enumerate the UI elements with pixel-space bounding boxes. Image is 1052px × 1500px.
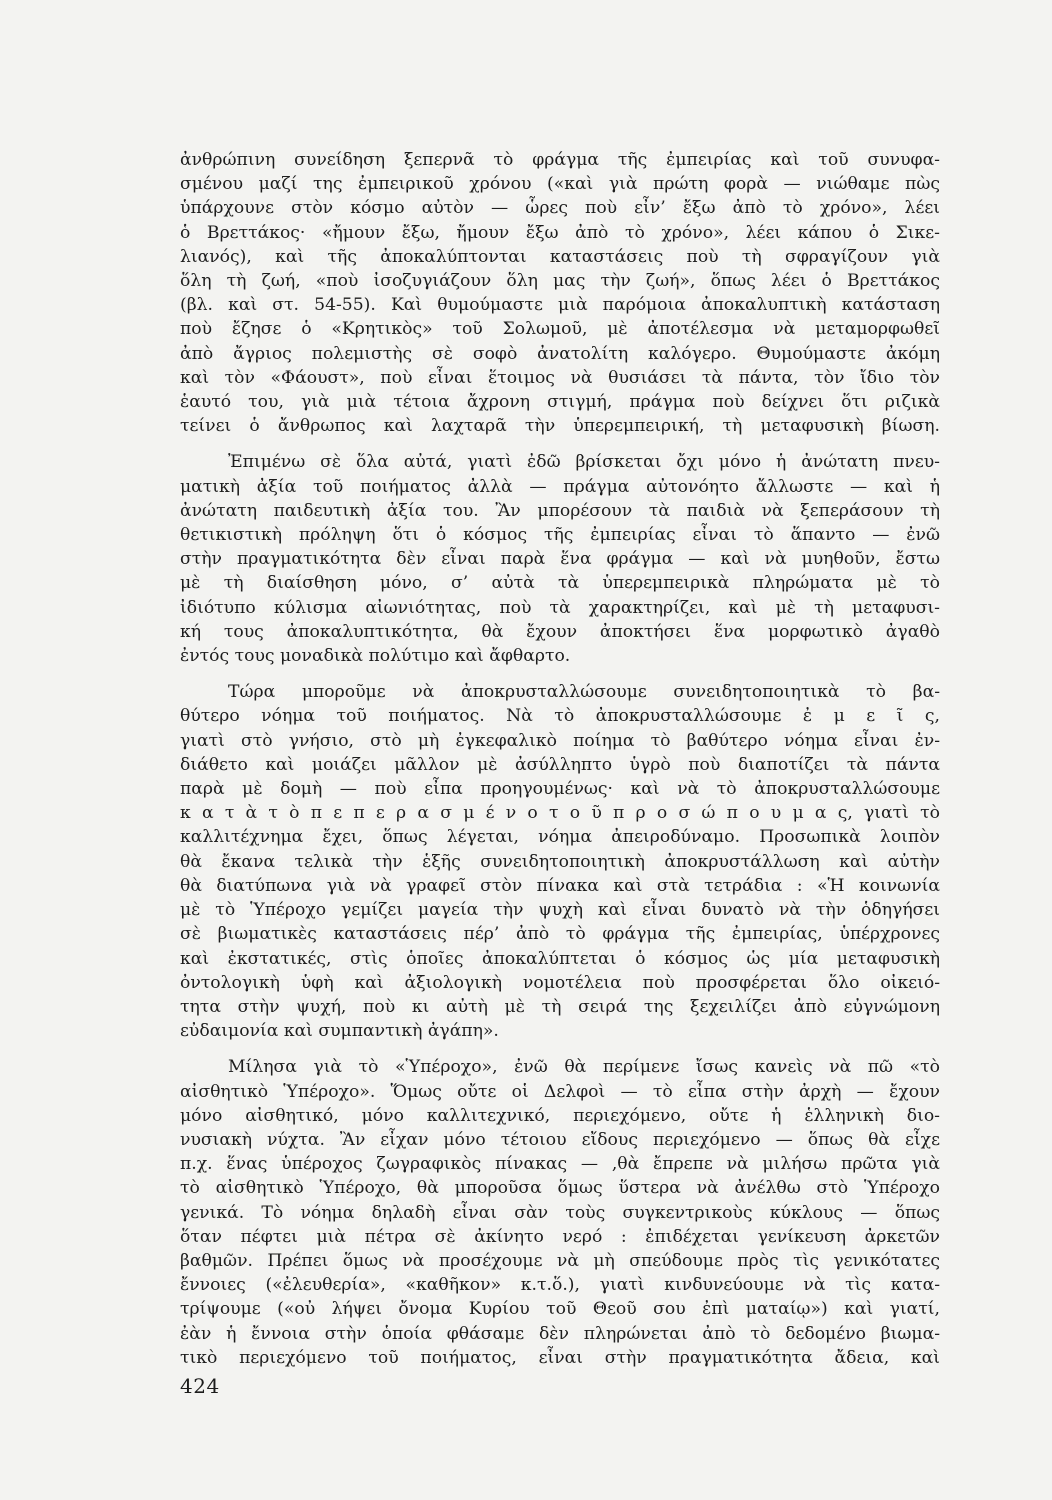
text-line: γενικά. Τὸ νόημα δηλαδὴ εἶναι σὰν τοὺς συγκεντρικοὺς κύκλους — ὅπως [180,1202,940,1223]
text-line: θὰ διατύπωνα γιὰ νὰ γραφεῖ στὸν πίνακα καὶ στὰ τετράδια : «Ἡ κοινωνία [180,875,940,896]
text-line: ματικὴ ἀξία τοῦ ποιήματος ἀλλὰ — πράγμα αὐτονόητο ἄλλωστε — καὶ ἡ [180,476,940,497]
text-line: ἐὰν ἡ ἔννοια στὴν ὁποία φθάσαμε δὲν πληρώνεται ἀπὸ τὸ δεδομένο βιωμα- [180,1323,940,1344]
text-line: ἀνθρώπινη συνείδηση ξεπερνᾶ τὸ φράγμα τῆς ἐμπειρίας καὶ τοῦ συνυφα- [180,150,940,170]
text-line: μόνο αἰσθητικό, μόνο καλλιτεχνικό, περιεχόμενο, οὔτε ἡ ἑλληνικὴ διο- [180,1105,940,1126]
text-line: μὲ τὸ Ὑπέροχο γεμίζει μαγεία τὴν ψυχὴ καὶ εἶναι δυνατὸ νὰ τὴν ὁδηγήσει [180,900,940,921]
text-line: θὰ ἔκανα τελικὰ τὴν ἑξῆς συνειδητοποιητικὴ ἀποκρυστάλλωση καὶ αὐτὴν [180,851,940,872]
text-line: σμένου μαζί της ἐμπειρικοῦ χρόνου («καὶ γιὰ πρώτη φορὰ — νιώθαμε πὼς [180,174,940,195]
text-line: κή τους ἀποκαλυπτικότητα, θὰ ἔχουν ἀποκτήσει ἕνα μορφωτικὸ ἀγαθὸ [180,621,940,642]
paragraph-4 [180,1055,940,1370]
text-line: ἰδιότυπο κύλισμα αἰωνιότητας, ποὺ τὰ χαρακτηρίζει, καὶ μὲ τὴ μεταφυσι- [180,597,940,618]
text-line: τητα στὴν ψυχή, ποὺ κι αὐτὴ μὲ τὴ σειρά της ξεχειλίζει ἀπὸ εὐγνώμονη [180,996,940,1017]
text-line: ἑαυτό του, γιὰ μιὰ τέτοια ἄχρονη στιγμή, πράγμα ποὺ δείχνει ὅτι ριζικὰ [180,392,940,413]
text-line: θετικιστικὴ πρόληψη ὅτι ὁ κόσμος τῆς ἐμπειρίας εἶναι τὸ ἅπαντο — ἐνῶ [180,525,940,546]
text-line: καλλιτέχνημα ἔχει, ὅπως λέγεται, νόημα ἀπειροδύναμο. Προσωπικὰ λοιπὸν [180,827,940,848]
text-line: διάθετο καὶ μοιάζει μᾶλλον μὲ ἀσύλληπτο ὑγρὸ ποὺ διαποτίζει τὰ πάντα [180,754,940,775]
paragraph-3 [180,680,940,1043]
text-line: στὴν πραγματικότητα δὲν εἶναι παρὰ ἕνα φράγμα — καὶ νὰ μυηθοῦν, ἔστω [180,549,940,570]
text-line: ἔννοιες («ἐλευθερία», «καθῆκον» κ.τ.ὅ.), γιατὶ κινδυνεύουμε νὰ τὶς κατα- [180,1275,940,1296]
text-line: (βλ. καὶ στ. 54-55). Καὶ θυμούμαστε μιὰ παρόμοια ἀποκαλυπτικὴ κατάσταση [180,295,940,316]
text-line: ἐντός τους μοναδικὰ πολύτιμο καὶ ἄφθαρτο. [180,646,571,667]
text-line: Τώρα μποροῦμε νὰ ἀποκρυσταλλώσουμε συνειδητοποιητικὰ τὸ βα- [228,682,940,703]
page-body [180,148,940,1382]
text-line: ὁ Βρεττάκος· «ἤμουν ἔξω, ἤμουν ἔξω ἀπὸ τὸ χρόνο», λέει κάπου ὁ Σικε- [180,222,940,243]
text-line: Μίλησα γιὰ τὸ «Ὑπέροχο», ἐνῶ θὰ περίμενε ἴσως κανεὶς νὰ πῶ «τὸ [228,1057,940,1078]
text-line: ὀντολογικὴ ὑφὴ καὶ ἀξιολογικὴ νομοτέλεια ποὺ προσφέρεται ὅλο οἰκειό- [180,972,940,993]
text-line: π.χ. ἕνας ὑπέροχος ζωγραφικὸς πίνακας — ,θὰ ἔπρεπε νὰ μιλήσω πρῶτα γιὰ [180,1154,940,1175]
text-line: νυσιακὴ νύχτα. Ἂν εἶχαν μόνο τέτοιου εἴδους περιεχόμενο — ὅπως θὰ εἶχε [180,1129,940,1150]
text-line: ἀπὸ ἄγριος πολεμιστὴς σὲ σοφὸ ἀνατολίτη καλόγερο. Θυμούμαστε ἀκόμη [180,343,940,364]
text-line: Ἐπιμένω σὲ ὅλα αὐτά, γιατὶ ἐδῶ βρίσκεται ὄχι μόνο ἡ ἀνώτατη πνευ- [228,452,940,473]
text-line: αἰσθητικὸ Ὑπέροχο». Ὅμως οὔτε οἱ Δελφοὶ — τὸ εἶπα στὴν ἀρχὴ — ἔχουν [180,1081,940,1102]
text-line: λιανός), καὶ τῆς ἀποκαλύπτονται καταστάσεις ποὺ τὴ σφραγίζουν γιὰ [180,246,940,267]
text-line: τείνει ὁ ἄνθρωπος καὶ λαχταρᾶ τὴν ὑπερεμπειρική, τὴ μεταφυσικὴ βίωση. [180,416,940,437]
text-line: ποὺ ἔζησε ὁ «Κρητικὸς» τοῦ Σολωμοῦ, μὲ ἀποτέλεσμα νὰ μεταμορφωθεῖ [180,319,940,340]
text-line: καὶ τὸν «Φάουστ», ποὺ εἶναι ἕτοιμος νὰ θυσιάσει τὰ πάντα, τὸν ἴδιο τὸν [180,367,940,388]
paragraph-1 [180,148,940,438]
text-line: θύτερο νόημα τοῦ ποιήματος. Νὰ τὸ ἀποκρυσταλλώσουμε ἐ μ ε ῖ ς, [180,706,940,727]
text-line: τικὸ περιεχόμενο τοῦ ποιήματος, εἶναι στὴν πραγματικότητα ἄδεια, καὶ [180,1347,940,1368]
paragraph-2 [180,450,940,668]
text-line: εὐδαιμονία καὶ συμπαντικὴ ἀγάπη». [180,1021,499,1042]
text-line: καὶ ἐκστατικές, στὶς ὁποῖες ἀποκαλύπτεται ὁ κόσμος ὡς μία μεταφυσικὴ [180,948,940,969]
text-line: ὅταν πέφτει μιὰ πέτρα σὲ ἀκίνητο νερό : ἐπιδέχεται γενίκευση ἀρκετῶν [180,1226,940,1247]
text-line: μὲ τὴ διαίσθηση μόνο, σ’ αὐτὰ τὰ ὑπερεμπειρικὰ πληρώματα μὲ τὸ [180,573,940,594]
text-line: παρὰ μὲ δομὴ — ποὺ εἶπα προηγουμένως· καὶ νὰ τὸ ἀποκρυσταλλώσουμε [180,779,940,800]
text-line: ἀνώτατη παιδευτικὴ ἀξία του. Ἂν μπορέσουν τὰ παιδιὰ νὰ ξεπεράσουν τὴ [180,500,940,521]
text-line: γιατὶ στὸ γνήσιο, στὸ μὴ ἐγκεφαλικὸ ποίημα τὸ βαθύτερο νόημα εἶναι ἐν- [180,730,940,751]
text-line: τὸ αἰσθητικὸ Ὑπέροχο, θὰ μποροῦσα ὅμως ὕστερα νὰ ἀνέλθω στὸ Ὑπέροχο [180,1178,940,1199]
text-line: ὑπάρχουνε στὸν κόσμο αὐτὸν — ὧρες ποὺ εἶν’ ἔξω ἀπὸ τὸ χρόνο», λέει [180,198,940,219]
text-line: κ α τ ὰ τ ὸ π ε π ε ρ α σ μ έ ν ο τ ο ῦ π ρ ο σ ώ π ο υ μ α ς, γιατὶ τὸ [180,803,940,824]
page-number: 424 [180,1374,220,1398]
text-line: τρίψουμε («οὐ λήψει ὄνομα Κυρίου τοῦ Θεοῦ σου ἐπὶ ματαίῳ») καὶ γιατί, [180,1299,940,1320]
text-line: βαθμῶν. Πρέπει ὅμως νὰ προσέχουμε νὰ μὴ σπεύδουμε πρὸς τὶς γενικότατες [180,1250,940,1271]
text-line: σὲ βιωματικὲς καταστάσεις πέρ’ ἀπὸ τὸ φράγμα τῆς ἐμπειρίας, ὑπέρχρονες [180,924,940,945]
text-line: ὅλη τὴ ζωή, «ποὺ ἰσοζυγιάζουν ὅλη μας τὴν ζωή», ὅπως λέει ὁ Βρεττάκος [180,271,940,292]
